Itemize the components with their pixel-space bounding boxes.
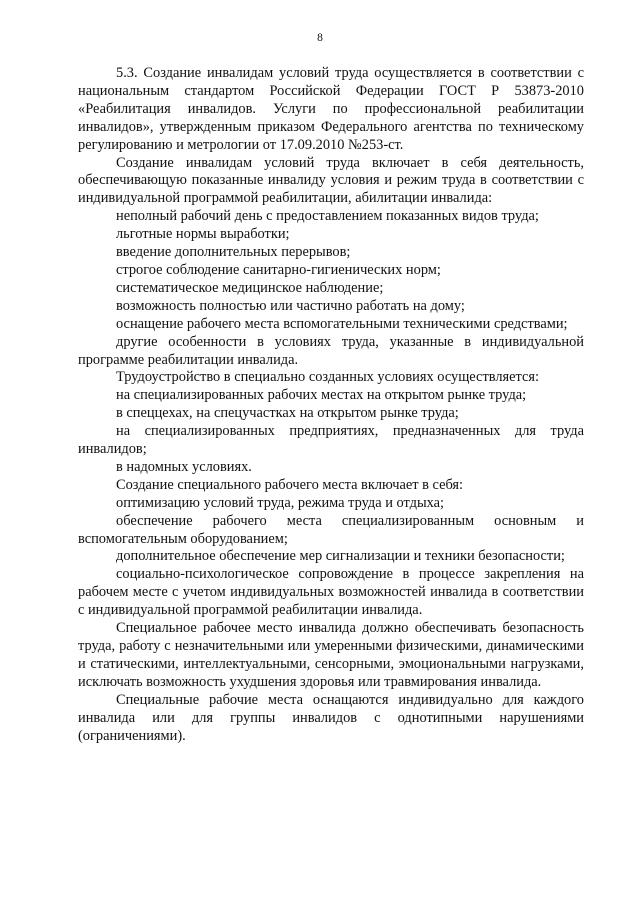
list-item-sanitary-norms: строгое соблюдение санитарно-гигиенических норм; (116, 261, 441, 278)
paragraph-employment-intro: Трудоустройство в специально созданных условиях осуществляется: (116, 369, 539, 386)
list-item-part-time: неполный рабочий день с предоставлением показанных видов труда; (116, 208, 539, 225)
list-item-breaks: введение дополнительных перерывов; (116, 244, 351, 261)
list-item-technical-equipment: оснащение рабочего места вспомогательными техническими средствами; (116, 315, 568, 332)
list-item-medical-observation: систематическое медицинское наблюдение; (116, 279, 384, 296)
list-item-output-norms: льготные нормы выработки; (116, 226, 290, 243)
list-item-home-based: в надомных условиях. (116, 458, 252, 475)
list-item-optimization: оптимизацию условий труда, режима труда и отдыха; (116, 494, 445, 511)
list-item-special-workshops: в спеццехах, на спецучастках на открытом рынке труда; (116, 405, 459, 422)
paragraph-gost-reference: 5.3. Создание инвалидам условий труда осуществляется в соответствии с национальным стандартом Российской Федерации ГОСТ Р 53873-2010 «Реабилитация инвалидов. Услуги по профессиональной реабилитации инвалидов», утвержденным приказом Федерального агентства по техническому регулированию и метрологии от 17.09.2010 №253-ст. (78, 65, 584, 153)
list-item-remote-work: возможность полностью или частично работать на дому; (116, 297, 465, 314)
list-item-specialized-workplaces: на специализированных рабочих местах на открытом рынке труда; (116, 387, 527, 404)
list-item-psychological-support: социально-психологическое сопровождение в процессе закрепления на рабочем месте с учетом индивидуальных возможностей инвалида в соответствии с индивидуальной программой реабилитации инвалида. (78, 566, 584, 619)
list-item-other-features: другие особенности в условиях труда, указанные в индивидуальной программе реабилитации инвалида. (78, 333, 584, 368)
list-item-specialized-enterprises: на специализированных предприятиях, предназначенных для труда инвалидов; (78, 423, 584, 458)
list-item-safety-measures: дополнительное обеспечение мер сигнализации и техники безопасности; (116, 548, 565, 565)
list-item-equipment: обеспечение рабочего места специализированным основным и вспомогательным оборудованием; (78, 512, 584, 547)
page-number: 8 (317, 32, 323, 44)
paragraph-working-conditions-intro: Создание инвалидам условий труда включает в себя деятельность, обеспечивающую показанные инвалиду условия и режим труда в соответствии с индивидуальной программой реабилитации, абилитации инвалида: (78, 154, 584, 207)
paragraph-workplace-creation-intro: Создание специального рабочего места включает в себя: (116, 476, 464, 493)
paragraph-workplace-equipping: Специальные рабочие места оснащаются индивидуально для каждого инвалида или для группы инвалидов с однотипными нарушениями (ограничениями). (78, 691, 584, 744)
document-body (78, 65, 584, 745)
paragraph-workplace-requirements: Специальное рабочее место инвалида должно обеспечивать безопасность труда, работу с незначительными или умеренными физическими, динамическими и статическими, интеллектуальными, сенсорными, эмоциональными нагрузками, исключать возможность ухудшения здоровья или травмирования инвалида. (78, 620, 584, 690)
